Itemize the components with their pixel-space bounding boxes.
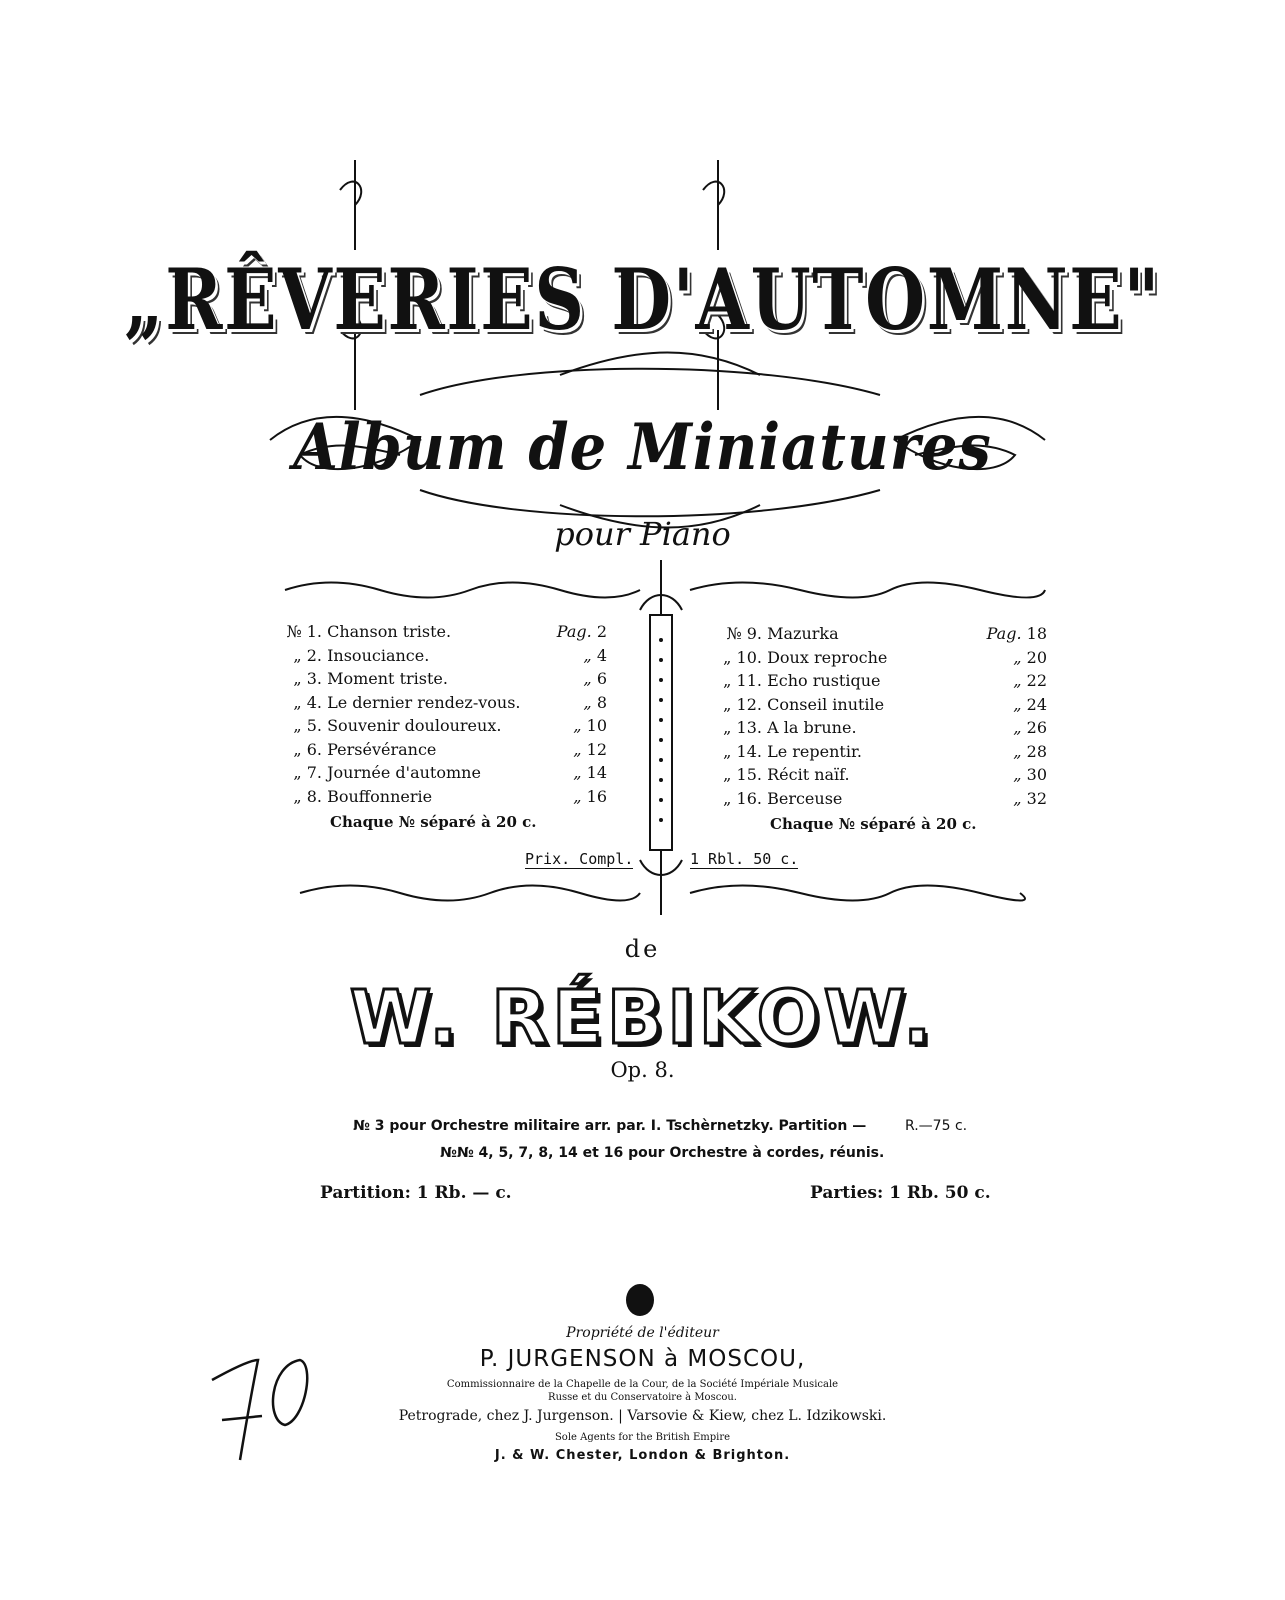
toc-title: Journée d'automne: [327, 763, 481, 782]
toc-entry: [712, 622, 1047, 646]
toc-page-number: 20: [1026, 647, 1047, 667]
toc-pag-label: „: [583, 669, 592, 688]
arrangement-note-strings: №№ 4, 5, 7, 8, 14 et 16 pour Orchestre à cordes, réunis.: [440, 1145, 885, 1161]
chester-line: J. & W. Chester, London & Brighton.: [494, 1448, 791, 1463]
toc-number: № 1.: [286, 622, 322, 641]
toc-entry: [712, 669, 1047, 693]
toc-page-number: 14: [586, 763, 607, 782]
toc-number: „ 16.: [723, 788, 762, 808]
toc-title: Récit naïf.: [767, 765, 850, 784]
toc-number: „ 3.: [293, 669, 322, 688]
upper-border-left: [285, 583, 640, 598]
toc-number: „ 8.: [293, 786, 322, 806]
toc-page: [583, 691, 607, 715]
toc-pag-label: Pag.: [986, 624, 1022, 643]
toc-pag-label: „: [1013, 718, 1022, 737]
arrangement-note-military: № 3 pour Orchestre militaire arr. par. I. Tschèrnetzky. Partition —: [353, 1118, 867, 1134]
toc-number: „ 12.: [723, 694, 762, 714]
toc-page: [1013, 669, 1047, 693]
upper-border-right: [690, 583, 1045, 598]
toc-pag-label: „: [573, 716, 582, 735]
toc-page-number: 30: [1026, 765, 1047, 784]
toc-entry: [712, 740, 1047, 764]
toc-number: „ 10.: [723, 647, 762, 667]
toc-number: „ 14.: [723, 741, 762, 761]
toc-title: Insouciance.: [327, 645, 430, 665]
chaque-left: Chaque № séparé à 20 c.: [330, 813, 537, 831]
toc-number: „ 5.: [293, 716, 322, 735]
top-swirl: [420, 369, 880, 395]
toc-entry: [712, 787, 1047, 811]
toc-number: № 9.: [726, 624, 762, 643]
toc-title: Souvenir douloureux.: [327, 716, 502, 735]
prix-label: Prix. Compl.: [525, 850, 634, 868]
toc-page-number: 4: [596, 645, 607, 665]
toc-entry: [272, 761, 607, 785]
toc-page: [583, 667, 607, 691]
chaque-right: Chaque № séparé à 20 c.: [770, 815, 977, 833]
toc-number: „ 13.: [723, 718, 762, 737]
eagle-emblem-icon: [626, 1284, 654, 1316]
toc-pag-label: „: [573, 739, 582, 759]
toc-title: Persévérance: [327, 739, 437, 759]
toc-page-number: 12: [586, 739, 607, 759]
commission-text: [0, 1378, 1285, 1404]
toc-entry: [712, 693, 1047, 717]
opus-number: Op. 8.: [610, 1058, 675, 1082]
instrument-line: pour Piano: [554, 515, 731, 553]
toc-entry: [272, 738, 607, 762]
toc-page-number: 26: [1026, 718, 1047, 737]
toc-entry: [272, 620, 607, 644]
toc-page-number: 24: [1026, 694, 1047, 714]
toc-title: Moment triste.: [327, 669, 448, 688]
toc-number: „ 7.: [293, 763, 322, 782]
toc-page: [987, 622, 1047, 646]
parties-price: Parties: 1 Rb. 50 c.: [810, 1183, 991, 1203]
toc-title: Echo rustique: [767, 671, 881, 690]
toc-number: „ 15.: [723, 765, 762, 784]
toc-number: „ 6.: [293, 739, 322, 759]
toc-page: [573, 785, 607, 809]
toc-entry: [272, 667, 607, 691]
toc-title: Le repentir.: [767, 741, 862, 761]
toc-number: „ 11.: [723, 671, 762, 690]
de-word: de: [624, 935, 661, 963]
toc-page: [573, 714, 607, 738]
toc-page: [573, 761, 607, 785]
toc-page-number: 28: [1026, 741, 1047, 761]
toc-pag-label: „: [1013, 788, 1022, 808]
toc-number: „ 4.: [293, 692, 322, 712]
bottom-swirl: [420, 490, 880, 516]
toc-pag-label: „: [1013, 647, 1022, 667]
toc-page: [1013, 763, 1047, 787]
prix-value: 1 Rbl. 50 c.: [690, 850, 799, 868]
toc-pag-label: „: [583, 692, 592, 712]
toc-page: [1013, 787, 1047, 811]
album-subtitle: Album de Miniatures: [293, 410, 992, 485]
toc-page: [1013, 740, 1047, 764]
toc-page-number: 22: [1026, 671, 1047, 690]
commission-line-2: Russe et du Conservatoire à Moscou.: [548, 1392, 737, 1403]
composer-name: W. RÉBIKOW.: [349, 975, 936, 1061]
arrangement-note-price: R.—75 c.: [905, 1118, 968, 1134]
commission-line-1: Commissionnaire de la Chapelle de la Cour, de la Société Impériale Musicale: [446, 1379, 839, 1390]
toc-page: [1013, 693, 1047, 717]
toc-page-number: 6: [596, 669, 607, 688]
toc-page-number: 32: [1026, 788, 1047, 808]
lower-border-left: [300, 886, 640, 901]
toc-title: Conseil inutile: [767, 694, 885, 714]
toc-title: Berceuse: [767, 788, 843, 808]
toc-pag-label: Pag.: [556, 622, 592, 641]
toc-title: Mazurka: [767, 624, 839, 643]
toc-pag-label: „: [583, 645, 592, 665]
toc-entry: [272, 785, 607, 809]
toc-title: A la brune.: [767, 718, 857, 737]
toc-title: Le dernier rendez-vous.: [327, 692, 521, 712]
toc-entry: [272, 714, 607, 738]
toc-entry: [712, 763, 1047, 787]
toc-page: [573, 738, 607, 762]
toc-page-number: 8: [596, 692, 607, 712]
toc-entry: [272, 644, 607, 668]
toc-page-number: 16: [586, 786, 607, 806]
toc-pag-label: „: [573, 786, 582, 806]
toc-page: [1013, 646, 1047, 670]
album-title: „RÊVERIES D'AUTOMNE": [124, 250, 1161, 349]
partition-price: Partition: 1 Rb. — c.: [320, 1183, 512, 1203]
toc-pag-label: „: [1013, 765, 1022, 784]
toc-entry: [272, 691, 607, 715]
toc-pag-label: „: [573, 763, 582, 782]
lower-border-right: [690, 886, 1025, 901]
cities-line: Petrograde, chez J. Jurgenson. | Varsovie & Kiew, chez L. Idzikowski.: [398, 1408, 887, 1424]
central-column: [650, 615, 672, 850]
sole-agents-line: Sole Agents for the British Empire: [554, 1432, 731, 1443]
toc-page: [557, 620, 607, 644]
toc-title: Doux reproche: [767, 647, 888, 667]
toc-pag-label: „: [1013, 741, 1022, 761]
toc-page: [583, 644, 607, 668]
toc-page-number: 18: [1026, 624, 1047, 643]
toc-pag-label: „: [1013, 694, 1022, 714]
toc-entry: [712, 646, 1047, 670]
toc-entry: [712, 716, 1047, 740]
toc-page-number: 10: [586, 716, 607, 735]
toc-page: [1013, 716, 1047, 740]
toc-pag-label: „: [1013, 671, 1022, 690]
toc-title: Chanson triste.: [327, 622, 452, 641]
propriete-line: Propriété de l'éditeur: [566, 1325, 719, 1341]
toc-number: „ 2.: [293, 645, 322, 665]
toc-title: Bouffonnerie: [327, 786, 433, 806]
toc-page-number: 2: [596, 622, 607, 641]
publisher-name: P. JURGENSON à MOSCOU,: [479, 1346, 806, 1372]
